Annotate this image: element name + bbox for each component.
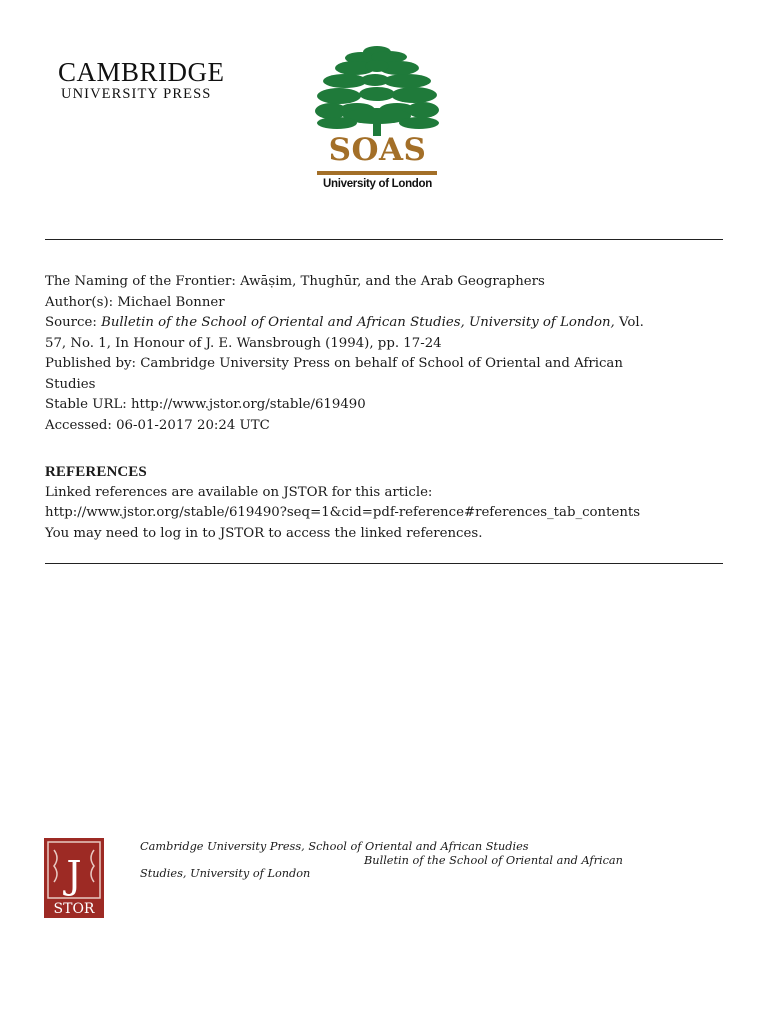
footer-credits <box>140 840 660 881</box>
published-by-line: Published by: Cambridge University Press on behalf of School of Oriental and African <box>45 356 623 371</box>
jstor-emblem-icon <box>44 838 104 918</box>
source-journal: Bulletin of the School of Oriental and African Studies, University of London, <box>101 315 615 330</box>
soas-name: SOAS <box>328 132 427 168</box>
soas-subtitle: University of London <box>322 178 432 190</box>
source-line <box>45 313 725 334</box>
article-metadata <box>45 272 725 436</box>
references-login-note: You may need to log in to JSTOR to access the linked references. <box>45 525 483 541</box>
author-line <box>45 293 725 314</box>
jstor-label: STOR <box>53 901 95 917</box>
published-by-line-2: Studies <box>45 376 96 392</box>
cambridge-university-press-logo <box>58 58 238 102</box>
references-text: Linked references are available on JSTOR for this article: <box>45 484 433 500</box>
soas-divider <box>317 171 437 175</box>
stable-url[interactable]: Stable URL: http://www.jstor.org/stable/619490 <box>45 397 366 412</box>
references-heading: REFERENCES <box>45 464 147 480</box>
author-name: Michael Bonner <box>117 294 225 310</box>
bottom-divider <box>45 563 723 564</box>
top-divider <box>45 239 723 240</box>
cup-logo-line1: CAMBRIDGE <box>58 57 225 87</box>
article-title: The Naming of the Frontier: Awāṣim, Thughūr, and the Arab Geographers <box>45 274 545 289</box>
author-label: Author(s): <box>45 294 114 310</box>
accessed-date: Accessed: 06-01-2017 20:24 UTC <box>45 417 270 433</box>
jstor-letter: J <box>66 853 82 897</box>
footer-line2: Bulletin of the School of Oriental and African <box>364 853 623 867</box>
cup-logo-line2: UNIVERSITY PRESS <box>61 86 212 102</box>
cedar-tree-icon <box>315 44 440 136</box>
soas-logo <box>315 44 440 194</box>
footer-line1: Cambridge University Press, School of Oriental and African Studies <box>140 840 529 853</box>
references-section <box>45 462 745 544</box>
footer-line3: Studies, University of London <box>140 867 311 880</box>
jstor-logo <box>44 838 104 918</box>
source-vol: Vol. <box>619 315 644 330</box>
source-line-2: 57, No. 1, In Honour of J. E. Wansbrough (1994), pp. 17-24 <box>45 335 442 351</box>
references-link[interactable]: http://www.jstor.org/stable/619490?seq=1&cid=pdf-reference#references_tab_contents <box>45 505 641 520</box>
source-label: Source: <box>45 315 97 330</box>
